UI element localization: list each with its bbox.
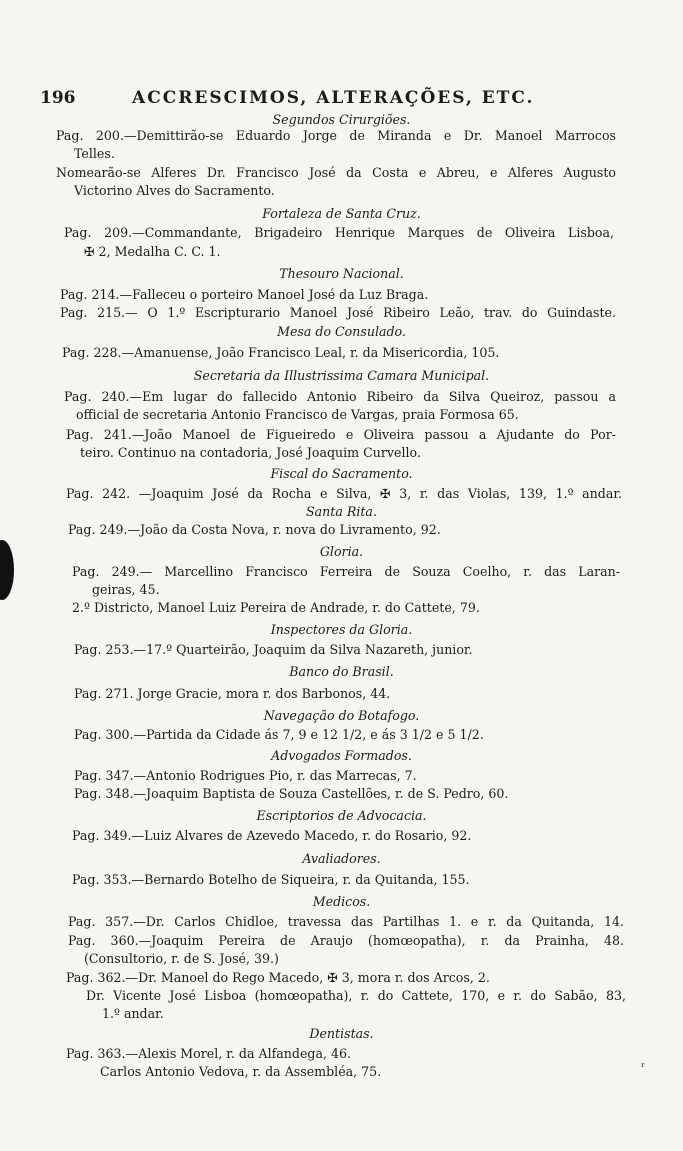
section-heading: Medicos. [312, 894, 371, 909]
text-line: Pag. 242. —Joaquim José da Rocha e Silva, ✠ 3, r. das Violas, 139, 1.º andar. [66, 486, 622, 501]
text-line: Pag. 300.—Partida da Cidade ás 7, 9 e 12 1/2, e ás 3 1/2 e 5 1/2. [74, 727, 484, 742]
section-heading: Escriptorios de Advocacia. [256, 808, 427, 823]
text-line: Victorino Alves do Sacramento. [74, 183, 275, 198]
text-line: (Consultorio, r. de S. José, 39.) [84, 951, 279, 966]
text-line: geiras, 45. [92, 582, 160, 597]
section-heading: Fortaleza de Santa Cruz. [262, 206, 421, 221]
text-line: Pag. 271. Jorge Gracie, mora r. dos Barbonos, 44. [74, 686, 391, 701]
text-line: Carlos Antonio Vedova, r. da Assembléa, 75. [100, 1064, 382, 1079]
text-line: Pag. 348.—Joaquim Baptista de Souza Castellões, r. de S. Pedro, 60. [74, 786, 509, 801]
text-line: Pag. 363.—Alexis Morel, r. da Alfandega, 46. [66, 1046, 352, 1061]
section-heading: Dentistas. [309, 1026, 374, 1041]
text-line: Pag. 353.—Bernardo Botelho de Siqueira, r. da Quitanda, 155. [72, 872, 470, 887]
section-heading: Santa Rita. [306, 504, 377, 519]
section-heading: Advogados Formados. [271, 748, 412, 763]
section-heading: Avaliadores. [302, 851, 381, 866]
text-line: Pag. 360.—Joaquim Pereira de Araujo (homœopatha), r. da Prainha, 48. [68, 933, 624, 948]
text-line: Pag. 362.—Dr. Manoel do Rego Macedo, ✠ 3, mora r. dos Arcos, 2. [66, 970, 490, 985]
section-heading: Navegação do Botafogo. [263, 708, 420, 723]
section-heading: Segundos Cirurgiões. [272, 112, 411, 127]
text-line: official de secretaria Antonio Francisco de Vargas, praia Formosa 65. [76, 407, 519, 422]
text-line: Pag. 253.—17.º Quarteirão, Joaquim da Silva Nazareth, junior. [74, 642, 473, 657]
running-header [40, 88, 660, 110]
stray-mark: ʳ [641, 1060, 646, 1074]
text-line: Pag. 200.—Demittirão-se Eduardo Jorge de Miranda e Dr. Manoel Marrocos [56, 128, 616, 143]
text-line: Pag. 215.— O 1.º Escripturario Manoel José Ribeiro Leão, trav. do Guindaste. [60, 305, 616, 320]
text-line: 1.º andar. [102, 1006, 164, 1021]
section-heading: Mesa do Consulado. [277, 324, 406, 339]
text-line: teiro. Continuo na contadoria, José Joaquim Curvello. [80, 445, 421, 460]
text-line: Pag. 249.—João da Costa Nova, r. nova do Livramento, 92. [68, 522, 441, 537]
text-line: Pag. 349.—Luiz Alvares de Azevedo Macedo, r. do Rosario, 92. [72, 828, 472, 843]
text-line: ✠ 2, Medalha C. C. 1. [84, 244, 221, 259]
text-line: Pag. 357.—Dr. Carlos Chidloe, travessa das Partilhas 1. e r. da Quitanda, 14. [68, 914, 624, 929]
text-line: Telles. [74, 146, 115, 161]
section-heading: Inspectores da Gloria. [270, 622, 413, 637]
section-heading: Fiscal do Sacramento. [270, 466, 413, 481]
text-line: Pag. 347.—Antonio Rodrigues Pio, r. das Marrecas, 7. [74, 768, 417, 783]
text-line: Dr. Vicente José Lisboa (homœopatha), r. do Cattete, 170, e r. do Sabão, 83, [86, 988, 626, 1003]
text-line: Pag. 241.—João Manoel de Figueiredo e Oliveira passou a Ajudante do Por- [66, 427, 616, 442]
text-line: Pag. 249.— Marcellino Francisco Ferreira de Souza Coelho, r. das Laran- [72, 564, 620, 579]
text-line: Pag. 214.—Falleceu o porteiro Manoel José da Luz Braga. [60, 287, 429, 302]
page-number: 196 [40, 88, 76, 108]
text-line: Nomearão-se Alferes Dr. Francisco José da Costa e Abreu, e Alferes Augusto [56, 165, 616, 180]
text-line: Pag. 228.—Amanuense, João Francisco Leal, r. da Misericordia, 105. [62, 345, 500, 360]
text-line: Pag. 240.—Em lugar do fallecido Antonio Ribeiro da Silva Queiroz, passou a [64, 389, 616, 404]
section-heading: Secretaria da Illustrissima Camara Municipal. [193, 368, 490, 383]
text-line: 2.º Districto, Manoel Luiz Pereira de Andrade, r. do Cattete, 79. [72, 600, 480, 615]
header-title: ACCRESCIMOS, ALTERAÇÕES, ETC. [132, 88, 535, 108]
text-line: Pag. 209.—Commandante, Brigadeiro Henrique Marques de Oliveira Lisboa, [64, 225, 614, 240]
section-heading: Banco do Brasil. [289, 664, 394, 679]
section-heading: Thesouro Nacional. [279, 266, 404, 281]
section-heading: Gloria. [319, 544, 364, 559]
